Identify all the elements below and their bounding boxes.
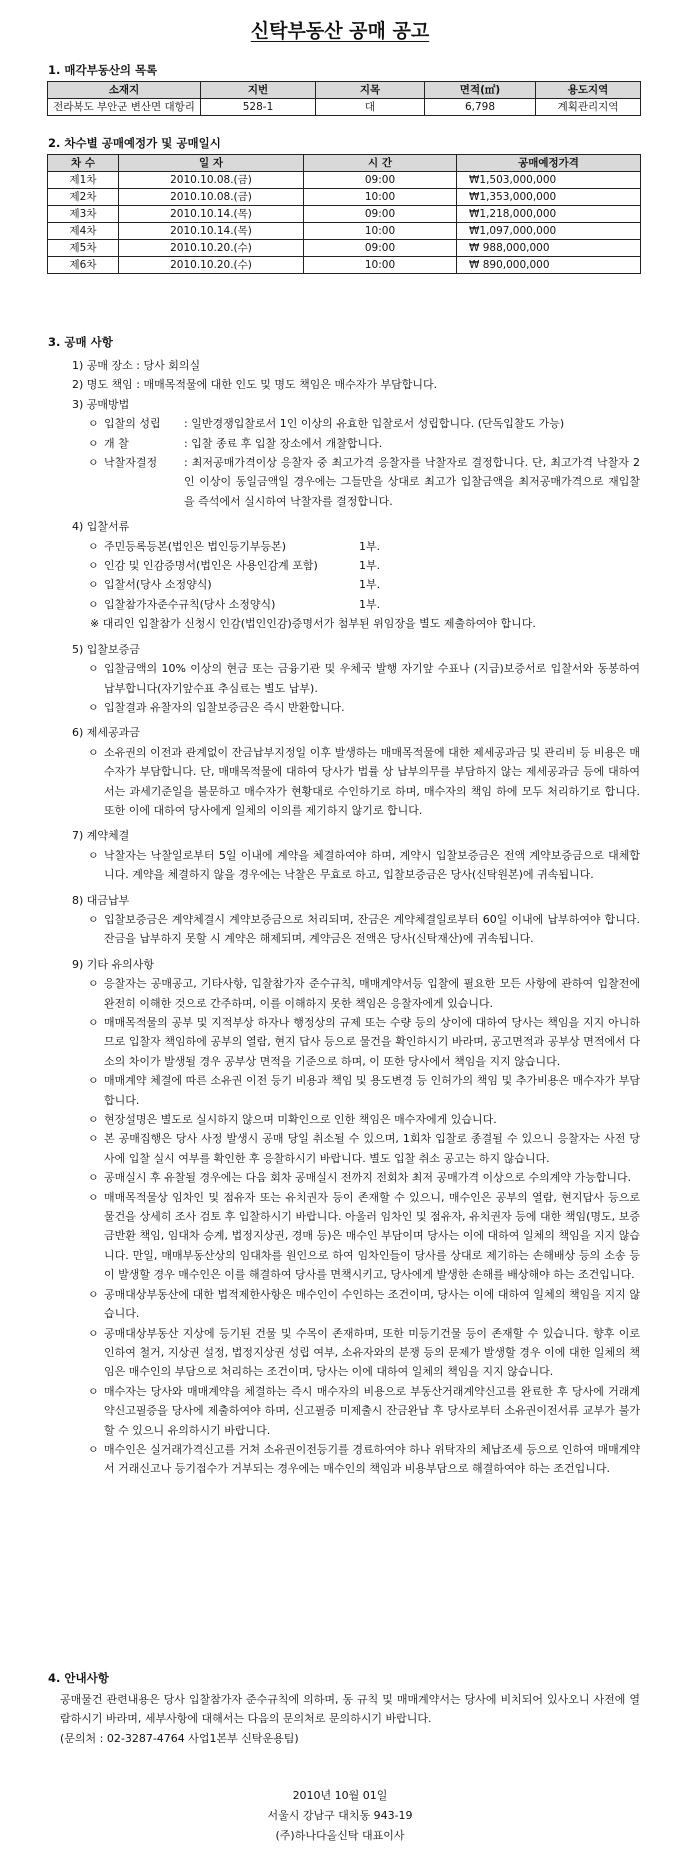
bullet-mark: ㅇ (88, 745, 99, 759)
document-name: 입찰참가자준수규칙(당사 소정양식) (104, 597, 276, 611)
cell-date: 2010.10.14.(목) (119, 223, 304, 240)
list-item-text: 공매대상부동산에 대한 법적제한사항은 매수인이 수인하는 조건이며, 당사는 이에 대하여 일체의 책임을 지지 않습니다. (104, 1287, 640, 1321)
cell-date: 2010.10.08.(금) (119, 172, 304, 189)
header-round: 차 수 (48, 155, 119, 172)
list-item-text: 입찰금액의 10% 이상의 현금 또는 금융기관 및 우체국 발행 자기앞 수표나 (지급)보증서로 입찰서와 동봉하여 납부합니다(자기앞수표 추심료는 별도 납부). (104, 662, 640, 695)
list-item (60, 1188, 640, 1285)
list-item-text: 공매실시 후 유찰될 경우에는 다음 회차 공매실시 전까지 전회차 최저 공매가격 이상으로 수의계약 가능합니다. (104, 1171, 632, 1185)
list-item (60, 1013, 640, 1071)
payment-label: 8) 대금납부 (72, 893, 130, 907)
section3-body (60, 356, 640, 1479)
document-name: 인감 및 인감증명서(법인은 사용인감계 포함) (104, 559, 318, 573)
header-location: 소재지 (48, 82, 201, 99)
bullet-mark: ㅇ (88, 848, 99, 862)
document-qty: 1부. (359, 578, 381, 592)
list-item-text: 매매목적물의 공부 및 지적부상 하자나 행정상의 규제 또는 수량 등의 상이에 대하여 당사는 책임을 지지 아니하므로 입찰자 책임하에 공부의 열람, 현지 답사 등으로 물건을 확인하시기 바라며, 공고면적과 공부상 면적에서 다소의 차이가 발생될 경우 공부상 면적을 기준으로 하며, 이 또한 당사에서 책임을 지지 않습니다. (104, 1016, 640, 1068)
footer-date: 2010년 10월 01일 (292, 1789, 388, 1802)
list-item-text: 현장설명은 별도로 실시하지 않으며 미확인으로 인한 책임은 매수자에게 있습니다. (104, 1113, 497, 1127)
bullet-mark: ㅇ (88, 578, 99, 592)
table-row (48, 206, 641, 223)
cell-round: 제2차 (48, 189, 119, 206)
list-item (60, 1382, 640, 1440)
contract-label: 7) 계약체결 (72, 829, 130, 843)
method-key: 입찰의 성립 (104, 417, 161, 431)
contact-info: (문의처 : 02-3287-4764 사업1본부 신탁운용팀) (60, 1731, 299, 1745)
list-item (60, 1110, 640, 1129)
list-item (60, 575, 640, 594)
property-table (47, 81, 641, 116)
cell-round: 제1차 (48, 172, 119, 189)
list-item-text: 매매계약 체결에 따른 소유권 이전 등기 비용과 책임 및 용도변경 등 인허가의 책임 및 추가비용은 매수자가 부담합니다. (104, 1074, 640, 1107)
list-item (60, 974, 640, 1013)
deposit-label: 5) 입찰보증금 (72, 642, 140, 656)
header-date: 일 자 (119, 155, 304, 172)
table-row (48, 257, 641, 274)
bullet-mark: ㅇ (88, 559, 99, 573)
list-item-text: 입찰보증금은 계약체결시 계약보증금으로 처리되며, 잔금은 계약체결일로부터 60일 이내에 납부하여야 합니다. 잔금을 납부하지 못할 시 계약은 해제되며, 계약금은 전액은 당사(신탁재산)에 귀속됩니다. (104, 912, 640, 946)
cell-date: 2010.10.14.(목) (119, 206, 304, 223)
cell-area: 6,798 (425, 99, 536, 116)
list-item-text: 매매목적물상 임차인 및 점유자 또는 유치권자 등이 존재할 수 있으니, 매수인은 공부의 열람, 현지답사 등으로 물건을 상세히 조사 검토 후 입찰하시기 바랍니다. 아울러 임차인 및 점유자, 유치권자 등에 대한 책임(명도, 보증금반환 책임, 임대차 승계, 법정지상권, 경매 등)은 매수인 부담이며 당사는 이에 대하여 일체의 책임을 지지 않습니다. 만일, 매매부동산상의 임대차를 원인으로 하여 임차인들이 당사를 상대로 제기하는 손해배상 등의 소송 등이 발생할 경우 매수인은 이를 해결하여 당사를 면책시키고, 당사에게 발생한 손해를 배상해야 하는 조건입니다. (104, 1190, 640, 1282)
contract-list (60, 846, 640, 885)
bullet-mark: ㅇ (88, 456, 99, 470)
taxes-label: 6) 제세공과금 (72, 726, 140, 740)
method-key: 낙찰자결정 (104, 456, 158, 470)
cell-round: 제3차 (48, 206, 119, 223)
footer-address: 서울시 강남구 대치동 943-19 (267, 1809, 413, 1822)
list-item (60, 910, 640, 949)
list-item (60, 556, 640, 575)
cell-time: 10:00 (304, 223, 457, 240)
list-item (60, 1440, 640, 1479)
section2-heading: 2. 차수별 공매예정가 및 공매일시 (48, 136, 221, 150)
list-item (60, 595, 640, 614)
cell-time: 10:00 (304, 257, 457, 274)
cell-zone: 계획관리지역 (536, 99, 641, 116)
deposit-list (60, 659, 640, 717)
cell-time: 09:00 (304, 240, 457, 257)
bullet-mark: ㅇ (88, 1132, 99, 1146)
cell-time: 09:00 (304, 172, 457, 189)
list-item (60, 743, 640, 821)
table-row (48, 189, 641, 206)
list-item (60, 1168, 640, 1187)
bullet-mark: ㅇ (88, 1442, 99, 1456)
list-item-text: 응찰자는 공매공고, 기타사항, 입찰참가자 준수규칙, 매매계약서등 입찰에 필요한 모든 사항에 관하여 입찰전에 완전히 이해한 것으로 간주하며, 이를 이해하지 못한 책임은 응찰자에게 있습니다. (104, 977, 640, 1010)
auction-place: 1) 공매 장소 : 당사 회의실 (72, 359, 201, 372)
bullet-mark: ㅇ (88, 1016, 99, 1029)
delivery-responsibility: 2) 명도 책임 : 매매목적물에 대한 인도 및 명도 책임은 매수자가 부담합니다. (72, 378, 438, 392)
document-qty: 1부. (359, 539, 381, 553)
bullet-mark: ㅇ (88, 1287, 99, 1301)
method-item (60, 453, 640, 511)
list-item (60, 846, 640, 885)
cell-time: 10:00 (304, 189, 457, 206)
table-header-row (48, 82, 641, 99)
list-item (60, 659, 640, 698)
bullet-mark: ㅇ (88, 1074, 99, 1088)
taxes-list (60, 743, 640, 821)
cell-date: 2010.10.20.(수) (119, 257, 304, 274)
list-item-text: 매수인은 실거래가격신고를 거쳐 소유권이전등기를 경료하여야 하나 위탁자의 체납조세 등으로 인하여 매매계약서 거래신고나 등기접수가 거부되는 경우에는 매수인의 책임과 비용부담으로 해결하여야 하는 조건입니다. (104, 1442, 640, 1476)
cell-round: 제6차 (48, 257, 119, 274)
method-value: : 최저공매가격이상 응찰자 중 최고가격 응찰자를 낙찰자로 결정합니다. 단, 최고가격 낙찰자 2인 이상이 동일금액일 경우에는 그들만을 상대로 최고가 입찰금액을 최저공매가격으로 재입찰을 즉석에서 실시하여 낙찰자를 결정합니다. (184, 456, 640, 508)
list-item (60, 1071, 640, 1110)
cell-round: 제5차 (48, 240, 119, 257)
notes-label: 9) 기타 유의사항 (72, 957, 155, 971)
header-zone: 용도지역 (536, 82, 641, 99)
bullet-mark: ㅇ (88, 539, 99, 553)
table-row (48, 99, 641, 116)
list-item-text: 소유권의 이전과 관계없이 잔금납부지정일 이후 발생하는 매매목적물에 대한 제세공과금 및 관리비 등 비용은 매수자가 부담합니다. 단, 매매목적물에 대하여 당사가 법률 상 납부의무를 부담하지 않는 제세공과금 등에 대하여서는 과세기준일을 불문하고 매수자가 현황대로 수인하기로 하며, 매수자의 책임 하에 모두 처리하기로 합니다. 또한 이에 대하여 당사에게 일체의 이의를 제기하지 않기로 합니다. (104, 745, 640, 817)
section3-heading: 3. 공매 사항 (48, 335, 113, 349)
table-header-row (48, 155, 641, 172)
bullet-mark: ㅇ (88, 436, 99, 450)
bullet-mark: ㅇ (88, 1384, 99, 1398)
cell-date: 2010.10.20.(수) (119, 240, 304, 257)
cell-land-type: 대 (316, 99, 425, 116)
bullet-mark: ㅇ (88, 700, 99, 714)
bullet-mark: ㅇ (88, 1171, 99, 1185)
cell-location: 전라북도 부안군 변산면 대항리 (48, 99, 201, 116)
list-item-text: 매수자는 당사와 매매계약을 체결하는 즉시 매수자의 비용으로 부동산거래계약신고를 완료한 후 당사에 거래계약신고필증을 당사에 제출하여야 하며, 신고필증 미제출시 잔금완납 후 당사로부터 소유권이전서류 교부가 불가할 수 있으니 유의하시기 바랍니다. (104, 1384, 640, 1437)
table-row (48, 223, 641, 240)
documents-list (60, 537, 640, 615)
list-item (60, 1129, 640, 1168)
list-item (60, 537, 640, 556)
list-item (60, 1285, 640, 1324)
cell-price: ₩1,218,000,000 (457, 206, 641, 223)
header-price: 공매예정가격 (457, 155, 641, 172)
header-area: 면적(㎡) (425, 82, 536, 99)
method-value: : 입찰 종료 후 입찰 장소에서 개찰합니다. (184, 436, 383, 450)
bullet-mark: ㅇ (88, 1113, 99, 1127)
cell-time: 09:00 (304, 206, 457, 223)
cell-round: 제4차 (48, 223, 119, 240)
cell-price: ₩ 890,000,000 (457, 257, 641, 274)
method-item (60, 434, 640, 453)
guide-text: 공매물건 관련내용은 당사 입찰참가자 준수규칙에 의하며, 동 규칙 및 매매계약서는 당사에 비치되어 있사오니 사전에 열람하시기 바라며, 세부사항에 대해서는 다음의 문의처로 문의하시기 바랍니다. (60, 1693, 640, 1726)
method-value: : 일반경쟁입찰로서 1인 이상의 유효한 입찰로서 성립합니다. (단독입찰도 가능) (184, 417, 565, 431)
list-item-text: 본 공매집행은 당사 사정 발생시 공매 당일 취소될 수 있으며, 1회차 입찰로 종결될 수 있으니 응찰자는 사전 당사에 입찰 실시 여부를 확인한 후 응찰하시기 바랍니다. 별도 입찰 취소 공고는 하지 않습니다. (104, 1132, 640, 1165)
table-row (48, 172, 641, 189)
list-item-text: 입찰결과 유찰자의 입찰보증금은 즉시 반환합니다. (104, 700, 345, 714)
cell-price: ₩1,353,000,000 (457, 189, 641, 206)
method-key: 개 찰 (104, 436, 129, 450)
bullet-mark: ㅇ (88, 1326, 99, 1340)
document-name: 입찰서(당사 소정양식) (104, 578, 212, 592)
bullet-mark: ㅇ (88, 417, 99, 431)
header-lot: 지번 (201, 82, 316, 99)
header-land-type: 지목 (316, 82, 425, 99)
section1-heading: 1. 매각부동산의 목록 (48, 63, 158, 77)
proxy-note: ※ 대리인 입찰참가 신청시 인감(법인인감)증명서가 첨부된 위임장을 별도 제출하여야 합니다. (90, 617, 536, 631)
list-item-text: 공매대상부동산 지상에 등기된 건물 및 수목이 존재하며, 또한 미등기건물 등이 존재할 수 있습니다. 향후 이로 인하여 철거, 지상권 설정, 법정지상권 성립 여부, 소유자와의 분쟁 등의 문제가 발생할 경우 이에 대한 일체의 책임은 매수인의 부담으로 처리하는 조건이며, 당사는 이에 대하여 일체의 책임을 지지 않습니다. (104, 1326, 640, 1379)
bullet-mark: ㅇ (88, 597, 99, 611)
table-row (48, 240, 641, 257)
footer-company: (주)하나다올신탁 대표이사 (275, 1829, 405, 1842)
payment-list (60, 910, 640, 949)
cell-price: ₩ 988,000,000 (457, 240, 641, 257)
method-item (60, 414, 640, 433)
page-title: 신탁부동산 공매 공고 (250, 20, 430, 42)
bullet-mark: ㅇ (88, 1190, 99, 1204)
method-label: 3) 공매방법 (72, 397, 130, 411)
cell-lot: 528-1 (201, 99, 316, 116)
bullet-mark: ㅇ (88, 912, 99, 926)
list-item (60, 698, 640, 717)
documents-label: 4) 입찰서류 (72, 520, 130, 534)
list-item (60, 1324, 640, 1382)
section4-heading: 4. 안내사항 (48, 1671, 109, 1685)
cell-price: ₩1,097,000,000 (457, 223, 641, 240)
bullet-mark: ㅇ (88, 977, 99, 991)
method-list (60, 414, 640, 511)
header-time: 시 간 (304, 155, 457, 172)
document-name: 주민등록등본(법인은 법인등기부등본) (104, 539, 287, 553)
document-qty: 1부. (359, 559, 381, 573)
notes-list (60, 974, 640, 1479)
list-item-text: 낙찰자는 낙찰일로부터 5일 이내에 계약을 체결하여야 하며, 계약시 입찰보증금은 전액 계약보증금으로 대체합니다. 계약을 체결하지 않을 경우에는 낙찰은 무효로 하고, 입찰보증금은 당사(신탁원본)에 귀속됩니다. (104, 848, 640, 882)
document-qty: 1부. (359, 597, 381, 611)
cell-date: 2010.10.08.(금) (119, 189, 304, 206)
cell-price: ₩1,503,000,000 (457, 172, 641, 189)
schedule-table (47, 154, 641, 274)
section4-body (60, 1690, 640, 1748)
bullet-mark: ㅇ (88, 662, 99, 676)
